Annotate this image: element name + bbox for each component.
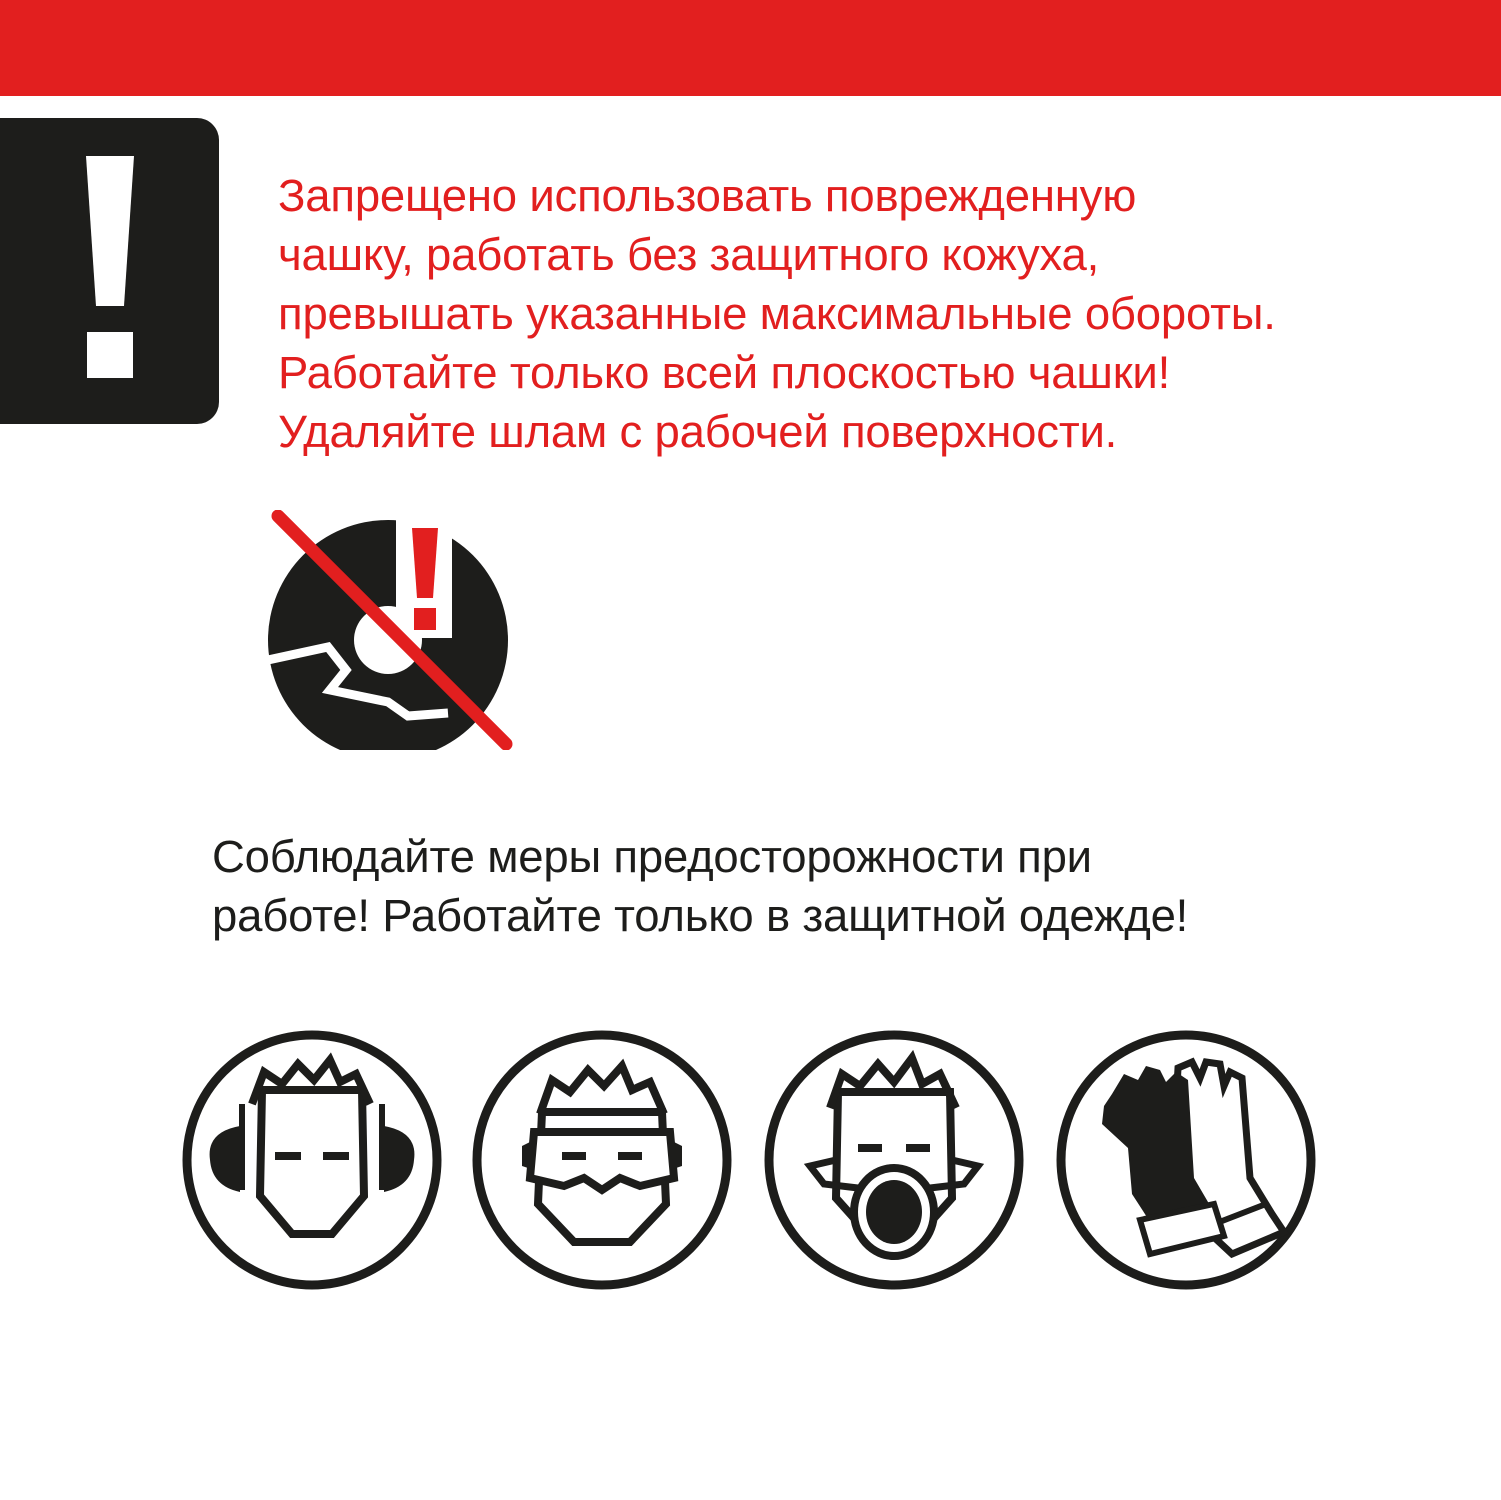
warning-text xyxy=(278,166,1458,461)
top-accent-bar xyxy=(0,0,1501,96)
damaged-cup-prohibited-icon xyxy=(268,510,513,750)
warning-line: Работайте только всей плоскостью чашки! xyxy=(278,347,1171,398)
warning-line: Запрещено использовать поврежденную xyxy=(278,170,1137,221)
ppe-text xyxy=(212,827,1412,945)
warning-line: Удаляйте шлам с рабочей поверхности. xyxy=(278,406,1118,457)
warning-block xyxy=(0,118,219,424)
ppe-line: работе! Работайте только в защитной одежде! xyxy=(212,890,1189,941)
ppe-line: Соблюдайте меры предосторожности при xyxy=(212,831,1092,882)
protective-gloves-icon xyxy=(1054,1028,1318,1292)
ear-protection-icon xyxy=(180,1028,444,1292)
warning-line: превышать указанные максимальные обороты. xyxy=(278,288,1276,339)
exclamation-icon xyxy=(80,156,140,386)
warning-line: чашку, работать без защитного кожуха, xyxy=(278,229,1100,280)
respirator-icon xyxy=(762,1028,1026,1292)
eye-protection-icon xyxy=(470,1028,734,1292)
